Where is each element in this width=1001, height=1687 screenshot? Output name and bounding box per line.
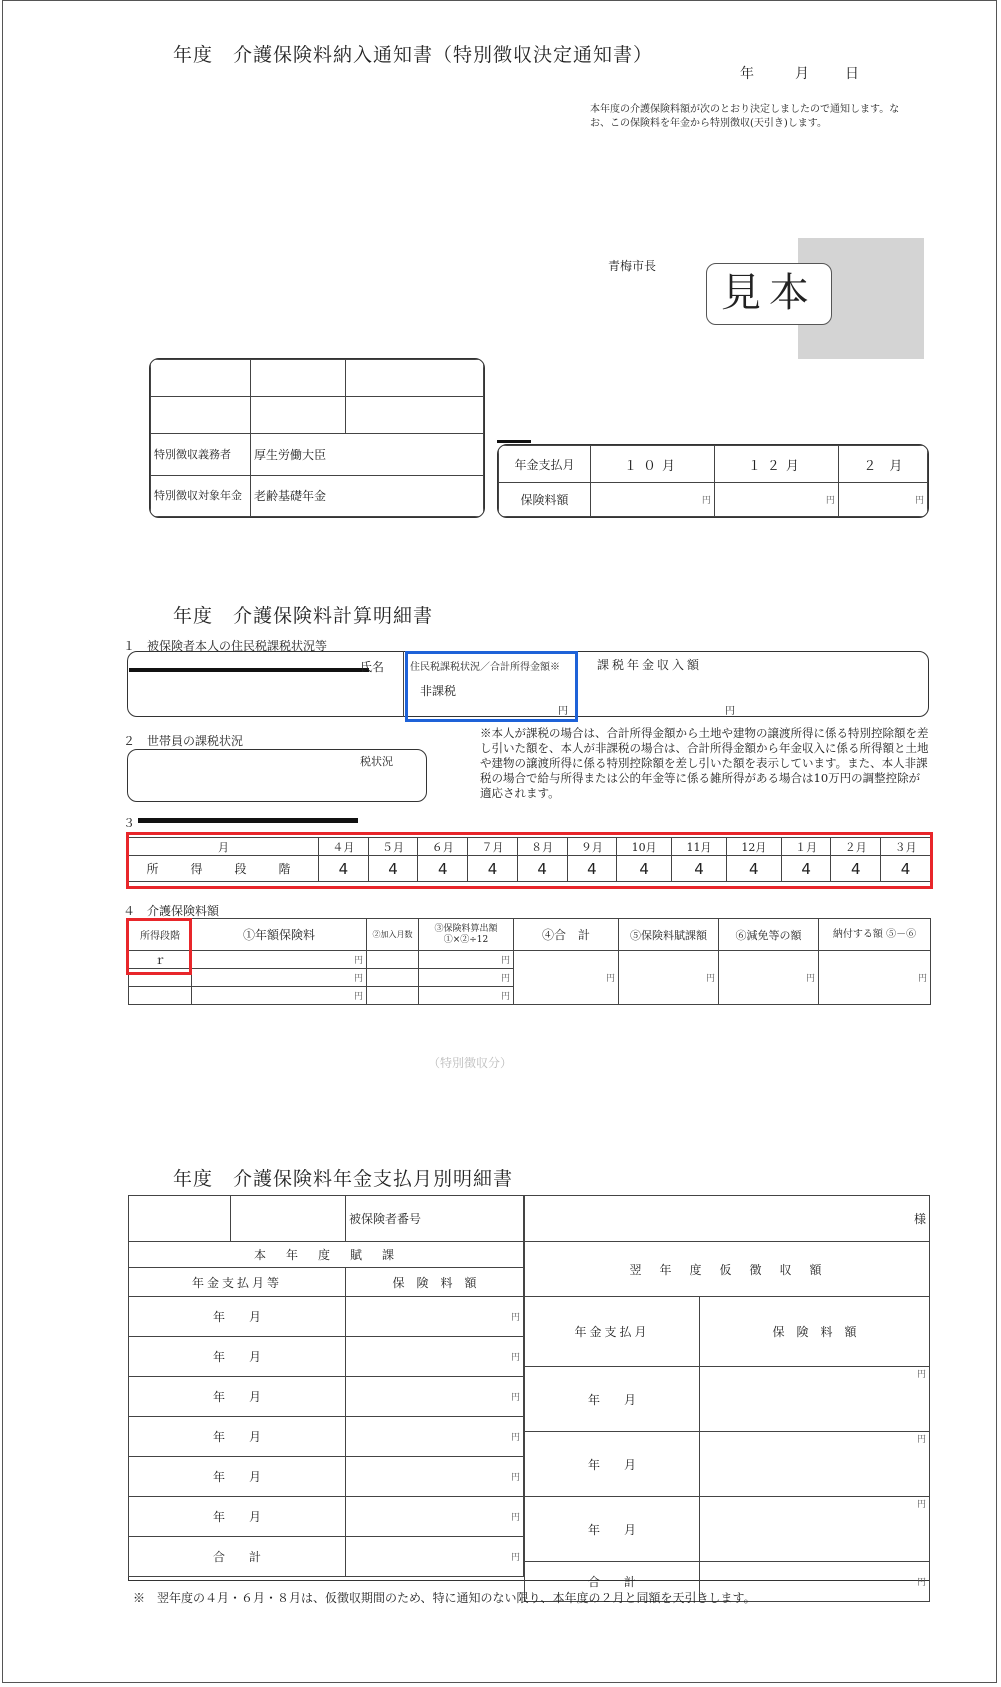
income-yen: 円	[725, 706, 735, 717]
date-year: 年	[740, 66, 754, 82]
payment-month-feb: ２ 月	[838, 446, 927, 483]
col-calc: ③保険料算出額 ①×②÷12	[419, 919, 514, 951]
yen: 円	[346, 1497, 524, 1537]
name-label: 氏名	[360, 660, 385, 674]
col-total: ④合 計	[514, 919, 619, 951]
sample-stamp: 見本	[706, 263, 832, 325]
payment-yen: 円	[838, 483, 927, 517]
income-level-cell: 4	[672, 856, 727, 882]
payment-yen: 円	[714, 483, 838, 517]
col-assessed: ⑤保険料賦課額	[619, 919, 719, 951]
yen: 円	[419, 987, 514, 1005]
divider	[403, 651, 404, 717]
next-year-table	[524, 1195, 930, 1602]
level-cell-highlight	[126, 918, 192, 975]
income-level-cell: 4	[567, 856, 617, 882]
income-level-cell: 4	[418, 856, 468, 882]
yen: 円	[419, 951, 514, 969]
obligor-label: 特別徴収義務者	[151, 434, 251, 475]
amount-col-header: 保 険 料 額	[346, 1268, 524, 1297]
faint-mark: （特別徴収分）	[428, 1056, 513, 1070]
pension-title: 年度 介護保険料年金支払月別明細書	[173, 1168, 514, 1190]
calc-title: 年度 介護保険料計算明細書	[173, 605, 434, 627]
pension-value: 老齢基礎年金	[251, 475, 484, 516]
next-month-col-header: 年金支払月	[525, 1297, 700, 1367]
yen: 円	[619, 951, 719, 1005]
payment-month-label: 年金支払月	[499, 446, 591, 483]
this-year-total-label: 合 計	[129, 1537, 346, 1577]
payment-month-oct: １０月	[591, 446, 715, 483]
payment-amount-label: 保険料額	[499, 483, 591, 517]
next-amount-col-header: 保 険 料 額	[700, 1297, 930, 1367]
month-cell: 10月	[617, 838, 672, 856]
yen: 円	[700, 1432, 930, 1497]
next-year-total-label: 合 計	[525, 1562, 700, 1602]
month-cell: ６月	[418, 838, 468, 856]
household-tax-status: 税状況	[360, 755, 393, 768]
yen: 円	[719, 951, 819, 1005]
yen: 円	[346, 1457, 524, 1497]
month-cell: ２月	[831, 838, 881, 856]
date-day: 日	[845, 66, 859, 82]
premium-table	[128, 918, 931, 1005]
income-level-highlight	[126, 832, 933, 889]
yen: 円	[346, 1417, 524, 1457]
year-month-cell: 年 月	[129, 1297, 346, 1337]
payment-yen: 円	[591, 483, 715, 517]
yen: 円	[514, 951, 619, 1005]
income-level-cell: 4	[781, 856, 831, 882]
yen: 円	[192, 969, 367, 987]
month-cell: １月	[781, 838, 831, 856]
section4-label: ４ 介護保険料額	[123, 904, 220, 918]
yen: 円	[700, 1367, 930, 1432]
tax-status-value: 非課税	[420, 684, 457, 698]
yen: 円	[346, 1377, 524, 1417]
income-level-cell: 4	[319, 856, 369, 882]
sama-label: 様	[525, 1196, 930, 1242]
col-payable: 納付する額 ⑤－⑥	[819, 919, 931, 951]
redaction-bar	[129, 668, 369, 672]
income-level-cell: 4	[617, 856, 672, 882]
obligor-value: 厚生労働大臣	[251, 434, 484, 475]
yen: 円	[819, 951, 931, 1005]
address-box	[149, 358, 485, 518]
this-year-header: 本 年 度 賦 課	[129, 1242, 524, 1268]
level-value: ｒ	[129, 951, 192, 969]
year-month-cell: 年 月	[129, 1457, 346, 1497]
footnote: ※ 翌年度の４月・６月・８月は、仮徴収期間のため、特に通知のない限り、本年度の２月と同額を天引きします。	[133, 1591, 756, 1605]
notice-title: 年度 介護保険料納入通知書（特別徴収決定通知書）	[173, 44, 654, 66]
next-year-header: 翌 年 度 仮 徴 収 額	[525, 1242, 930, 1297]
month-cell: ５月	[368, 838, 418, 856]
income-header: 課税年金収入額	[597, 658, 703, 672]
income-level-cell: 4	[468, 856, 518, 882]
this-year-table	[128, 1195, 524, 1577]
yen: 円	[346, 1537, 524, 1577]
yen: 円	[419, 969, 514, 987]
col-level: 所得段階	[129, 919, 192, 951]
tax-status-header: 住民税課税状況／合計所得金額※	[410, 662, 560, 673]
col-months: ②加入月数	[367, 919, 419, 951]
redaction-bar	[138, 818, 358, 823]
year-month-cell: 年 月	[129, 1417, 346, 1457]
tax-status-yen: 円	[558, 706, 568, 717]
yen: 円	[700, 1497, 930, 1562]
month-cell: ３月	[881, 838, 931, 856]
month-cell: ９月	[567, 838, 617, 856]
year-month-cell: 年 月	[525, 1432, 700, 1497]
year-month-cell: 年 月	[129, 1337, 346, 1377]
income-level-cell: 4	[368, 856, 418, 882]
yen: 円	[192, 987, 367, 1005]
income-level-cell: 4	[831, 856, 881, 882]
col-annual: ①年額保険料	[192, 919, 367, 951]
mayor-label: 青梅市長	[608, 259, 657, 273]
yen: 円	[346, 1297, 524, 1337]
level-row-label: 所 得 段 階	[129, 856, 319, 882]
year-month-cell: 年 月	[525, 1497, 700, 1562]
calc-note: ※本人が課税の場合は、合計所得金額から土地や建物の譲渡所得に係る特別控除額を差し引いた額を、本人が非課税の場合は、合計所得金額から年金収入に係る所得額と土地や建物の譲渡所得に係る特別控除額を差し引いた額を表示しています。また、本人非課税の場合で給与所得または公的年金等に係る雑所得がある場合は10万円の調整控除が適応されます。	[480, 726, 929, 800]
income-level-cell: 4	[726, 856, 781, 882]
year-month-cell: 年 月	[525, 1367, 700, 1432]
year-month-cell: 年 月	[129, 1497, 346, 1537]
yen: 円	[700, 1562, 930, 1602]
year-month-cell: 年 月	[129, 1377, 346, 1417]
month-col-header: 年金支払月等	[129, 1268, 346, 1297]
ink-mark	[497, 440, 531, 443]
income-level-cell: 4	[881, 856, 931, 882]
yen: 円	[192, 951, 367, 969]
payment-month-dec: １２月	[714, 446, 838, 483]
col-reduction: ⑥減免等の額	[719, 919, 819, 951]
section3-label: ３	[123, 816, 136, 830]
month-cell: 11月	[672, 838, 727, 856]
income-level-cell: 4	[517, 856, 567, 882]
section1-label: １ 被保険者本人の住民税課税状況等	[123, 639, 328, 653]
month-cell: ４月	[319, 838, 369, 856]
payment-schedule-box	[497, 444, 929, 518]
month-cell: ７月	[468, 838, 518, 856]
decision-notice: 本年度の介護保険料額が次のとおり決定しましたので通知します。なお、この保険料を年金から特別徴収(天引き)します。	[590, 104, 900, 129]
insured-number-label: 被保険者番号	[346, 1196, 524, 1242]
date-month: 月	[795, 66, 809, 82]
yen: 円	[346, 1337, 524, 1377]
pension-label: 特別徴収対象年金	[151, 475, 251, 516]
month-cell: 12月	[726, 838, 781, 856]
month-row-label: 月	[129, 838, 319, 856]
month-cell: ８月	[517, 838, 567, 856]
section2-label: ２ 世帯員の課税状況	[123, 734, 244, 748]
tax-status-highlight	[405, 651, 578, 722]
